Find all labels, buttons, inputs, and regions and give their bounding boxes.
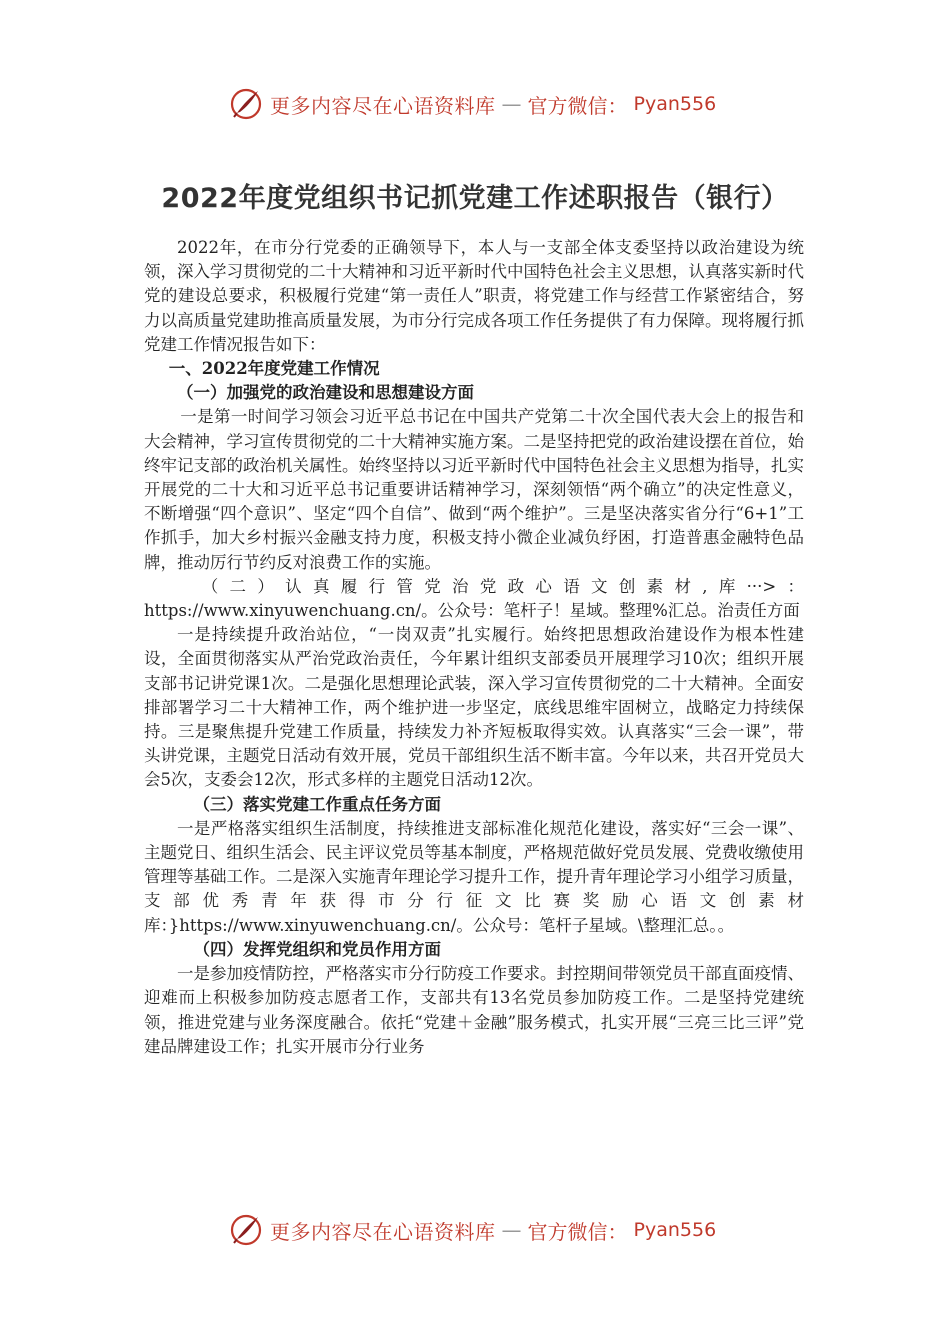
sub4-paragraph: 一是参加疫情防控，严格落实市分行防疫工作要求。封控期间带领党员干部直面疫情、迎难而上积极参加防疫志愿者工作，支部共有13名党员参加防疫工作。二是坚持党建统领，推进党建与业务深度融合。依托“党建＋金融”服务模式，扎实开展“三亮三比三评”党建品牌建设工作；扎实开展市分行业务	[144, 964, 804, 1056]
header-banner-wechat-id: Pyan556	[633, 93, 717, 115]
footer-banner	[228, 1210, 748, 1250]
footer-banner-wechat-label: 官方微信：	[527, 1219, 628, 1244]
sub2-heading: （二）认真履行管党治党政心语文创素材,库···>：https://www.xinyuwenchuang.cn/。公众号：笔杆子！星域。整理%汇总。治责任方面	[144, 576, 804, 621]
sub3-heading: （三）落实党建工作重点任务方面	[193, 794, 441, 814]
sub3-paragraph: 一是严格落实组织生活制度，持续推进支部标准化规范化建设，落实好“三会一课”、主题党日、组织生活会、民主评议党员等基本制度，严格规范做好党员发展、党费收缴使用管理等基础工作。二是深入实施青年理论学习提升工作，提升青年理论学习小组学习质量，支部优秀青年获得市分行征文比赛奖励心语文创素材库：}https://www.xinyuwenchuang.cn/。公众号：笔杆子星域。\整理汇总。。	[144, 818, 804, 935]
intro-paragraph: 2022年，在市分行党委的正确领导下，本人与一支部全体支委坚持以政治建设为统领，深入学习贯彻党的二十大精神和习近平新时代中国特色社会主义思想，认真落实新时代党的建设总要求，积极履行党建“第一责任人”职责，将党建工作与经营工作紧密结合，努力以高质量党建助推高质量发展，为市分行完成各项工作任务提供了有力保障。现将履行抓党建工作情况报告如下：	[144, 238, 804, 354]
footer-banner-wechat-id: Pyan556	[633, 1219, 717, 1241]
footer-banner-text: 更多内容尽在心语资料库	[270, 1219, 496, 1244]
sub1-paragraph: 一是第一时间学习领会习近平总书记在中国共产党第二十次全国代表大会上的报告和大会精神，学习宣传贯彻党的二十大精神实施方案。二是坚持把党的政治建设摆在首位，始终牢记支部的政治机关属性。始终坚持以习近平新时代中国特色社会主义思想为指导，扎实开展党的二十大和习近平总书记重要讲话精神学习，深刻领悟“两个确立”的决定性意义，不断增强“四个意识”、坚定“四个自信”、做到“两个维护”。三是坚决落实省分行“6+1”工作抓手，加大乡村振兴金融支持力度，积极支持小微企业减负纾困，打造普惠金融特色品牌，推动厉行节约反对浪费工作的实施。	[144, 407, 804, 572]
document-body	[144, 236, 804, 1059]
header-banner	[228, 84, 748, 124]
quill-logo-icon	[228, 1212, 264, 1248]
header-banner-separator: —	[501, 92, 522, 116]
quill-logo-icon	[228, 86, 264, 122]
sub4-heading: （四）发挥党组织和党员作用方面	[193, 939, 441, 959]
header-banner-wechat-label: 官方微信：	[527, 93, 628, 118]
sub1-heading: （一）加强党的政治建设和思想建设方面	[177, 383, 474, 403]
footer-banner-separator: —	[501, 1218, 522, 1242]
document-title: 2022年度党组织书记抓党建工作述职报告（银行）	[161, 183, 789, 214]
header-banner-text: 更多内容尽在心语资料库	[270, 93, 496, 118]
sub2-paragraph: 一是持续提升政治站位，“一岗双责”扎实履行。始终把思想政治建设作为根本性建设，全面贯彻落实从严治党政治责任，今年累计组织支部委员开展理学习10次；组织开展支部书记讲党课1次。二是强化思想理论武装，深入学习宣传贯彻党的二十大精神。全面安排部署学习二十大精神工作，两个维护进一步坚定，底线思维牢固树立，战略定力持续保持。三是聚焦提升党建工作质量，持续发力补齐短板取得实效。认真落实“三会一课”，带头讲党课，主题党日活动有效开展，党员干部组织生活不断丰富。今年以来，共召开党员大会5次，支委会12次，形式多样的主题党日活动12次。	[144, 625, 804, 790]
section1-heading: 一、2022年度党建工作情况	[168, 359, 380, 379]
